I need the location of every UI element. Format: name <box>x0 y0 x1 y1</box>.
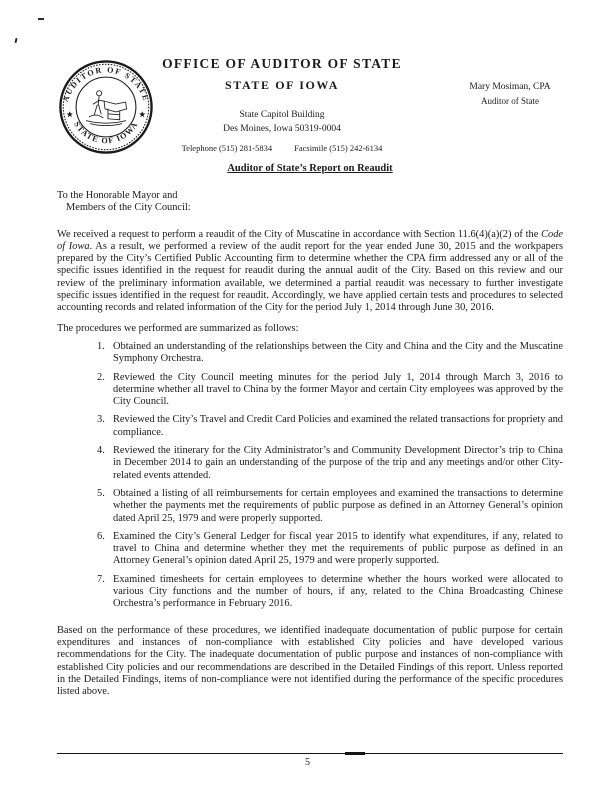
salutation-line-2: Members of the City Council: <box>66 202 191 214</box>
procedure-text: Obtained an understanding of the relationships between the City and China and the City and the Muscatine Symphony Orchestra. <box>113 340 563 365</box>
procedure-number: 5. <box>97 487 105 499</box>
procedure-text: Examined timesheets for certain employees to determine whether the hours worked were allocated to various City functions and the number of hours, if any, related to the China Broadcasting Chinese Orchestra’s performance in February 2016. <box>113 573 563 610</box>
procedure-number: 1. <box>97 340 105 352</box>
svg-text:AUDITOR OF STATE <box>61 65 151 103</box>
procedure-number: 4. <box>97 445 105 457</box>
procedure-item <box>57 531 563 568</box>
procedure-item <box>57 414 563 439</box>
letter-content <box>57 0 563 698</box>
procedures-intro: The procedures we performed are summarized as follows: <box>57 322 299 334</box>
code-of-iowa-reference: Code of Iowa <box>57 228 563 252</box>
contact-line <box>142 143 422 153</box>
seal-arc-bottom-text: STATE OF IOWA <box>72 119 140 146</box>
procedure-item <box>57 488 563 525</box>
letterhead <box>57 0 563 160</box>
intro-part2: . As a result, we performed a review of the audit report for the year ended June 30, 2015 and the workpapers prepared by the City’s Certified Public Accounting firm to determine whether the CPA firm addressed any or all of the specific issues identified in the request for reaudit during the annual audit of the City. Based on this review and our review of the preliminary information available, we determined a partial reaudit was necessary to further investigate specific issues identified in the request for reaudit. Accordingly, we have applied certain tests and procedures to selected accounting records and related information of the City for the period July 1, 2014 through June 30, 2016. <box>57 240 563 314</box>
svg-text:STATE OF IOWA <box>72 120 140 146</box>
procedure-number: 2. <box>97 371 105 383</box>
office-title: OFFICE OF AUDITOR OF STATE <box>162 56 402 71</box>
procedure-text: Reviewed the itinerary for the City Administrator’s and Community Development Director’s trip to China in December 2014 to gain an understanding of the purpose of the trip and any meetings and/or other City-related events attended. <box>113 445 563 481</box>
official-title: Auditor of State <box>481 96 539 106</box>
salutation <box>57 190 563 215</box>
letterhead-center <box>142 56 422 153</box>
procedure-text: Examined the City’s General Ledger for fiscal year 2015 to identify what expenditures, if any, related to travel to China and determine whether they met the requirements of public purpose as defined in an Attorney General’s opinion dated April 25, 1979 and were properly supported. <box>113 530 563 567</box>
salutation-line-1: To the Honorable Mayor and <box>57 190 178 201</box>
procedure-text: Reviewed the City’s Travel and Credit Card Policies and examined the related transactions for propriety and compliance. <box>113 414 563 438</box>
address-line-1: State Capitol Building <box>239 110 325 120</box>
official-block <box>429 82 591 106</box>
address-line-2: Des Moines, Iowa 50319-0004 <box>223 124 341 134</box>
report-title: Auditor of State’s Report on Reaudit <box>227 163 393 174</box>
page-number: 5 <box>305 757 310 768</box>
procedure-item <box>57 445 563 482</box>
procedure-number: 7. <box>97 573 105 585</box>
state-seal <box>57 58 155 156</box>
telephone-number: Telephone (515) 281-5834 <box>181 143 273 153</box>
footer-rule <box>57 753 563 754</box>
official-name: Mary Mosiman, CPA <box>469 82 551 92</box>
procedure-text: Reviewed the City Council meeting minutes for the period July 1, 2014 through March 3, 2016 to determine whether all travel to China by the former Mayor and certain City employees was approved by the City Council. <box>113 371 563 408</box>
seal-arc-top-text: AUDITOR OF STATE <box>61 65 151 104</box>
procedure-item <box>57 372 563 409</box>
state-seal-graphic <box>57 58 155 156</box>
procedure-number: 6. <box>97 530 105 542</box>
seal-star-icon <box>67 111 146 117</box>
procedure-item <box>57 341 563 366</box>
intro-part1: We received a request to perform a reaudit of the City of Muscatine in accordance with Section 11.6(4)(a)(2) of the <box>57 228 542 240</box>
procedure-text: Obtained a listing of all reimbursements for certain employees and examined the transactions to determine whether the payments met the requirements of public purpose as defined in an Attorney General’s opinion dated April 25, 1979 and were properly supported. <box>113 487 563 524</box>
procedure-number: 3. <box>97 414 105 426</box>
procedures-list <box>57 341 563 611</box>
office-subtitle: STATE OF IOWA <box>225 78 339 92</box>
footer-rule-mark <box>345 752 365 755</box>
seal-emblem <box>86 91 126 126</box>
closing-paragraph: Based on the performance of these procedures, we identified inadequate documentation of public purpose for certain expenditures and instances of non-compliance with established City policies and have developed various recommendations for the City. The inadequate documentation of public purpose and instances of non-compliance with established City policies and our recommendations are described in the Detailed Findings of this report. Unless reported in the Detailed Findings, items of non-compliance were not identified during the performance of the specific procedures listed above. <box>57 624 563 698</box>
scan-artifact-dash <box>38 18 44 20</box>
scan-artifact-comma <box>15 38 18 43</box>
intro-paragraph <box>57 229 563 315</box>
facsimile-number: Facsimile (515) 242-6134 <box>294 143 383 153</box>
procedure-item <box>57 574 563 611</box>
